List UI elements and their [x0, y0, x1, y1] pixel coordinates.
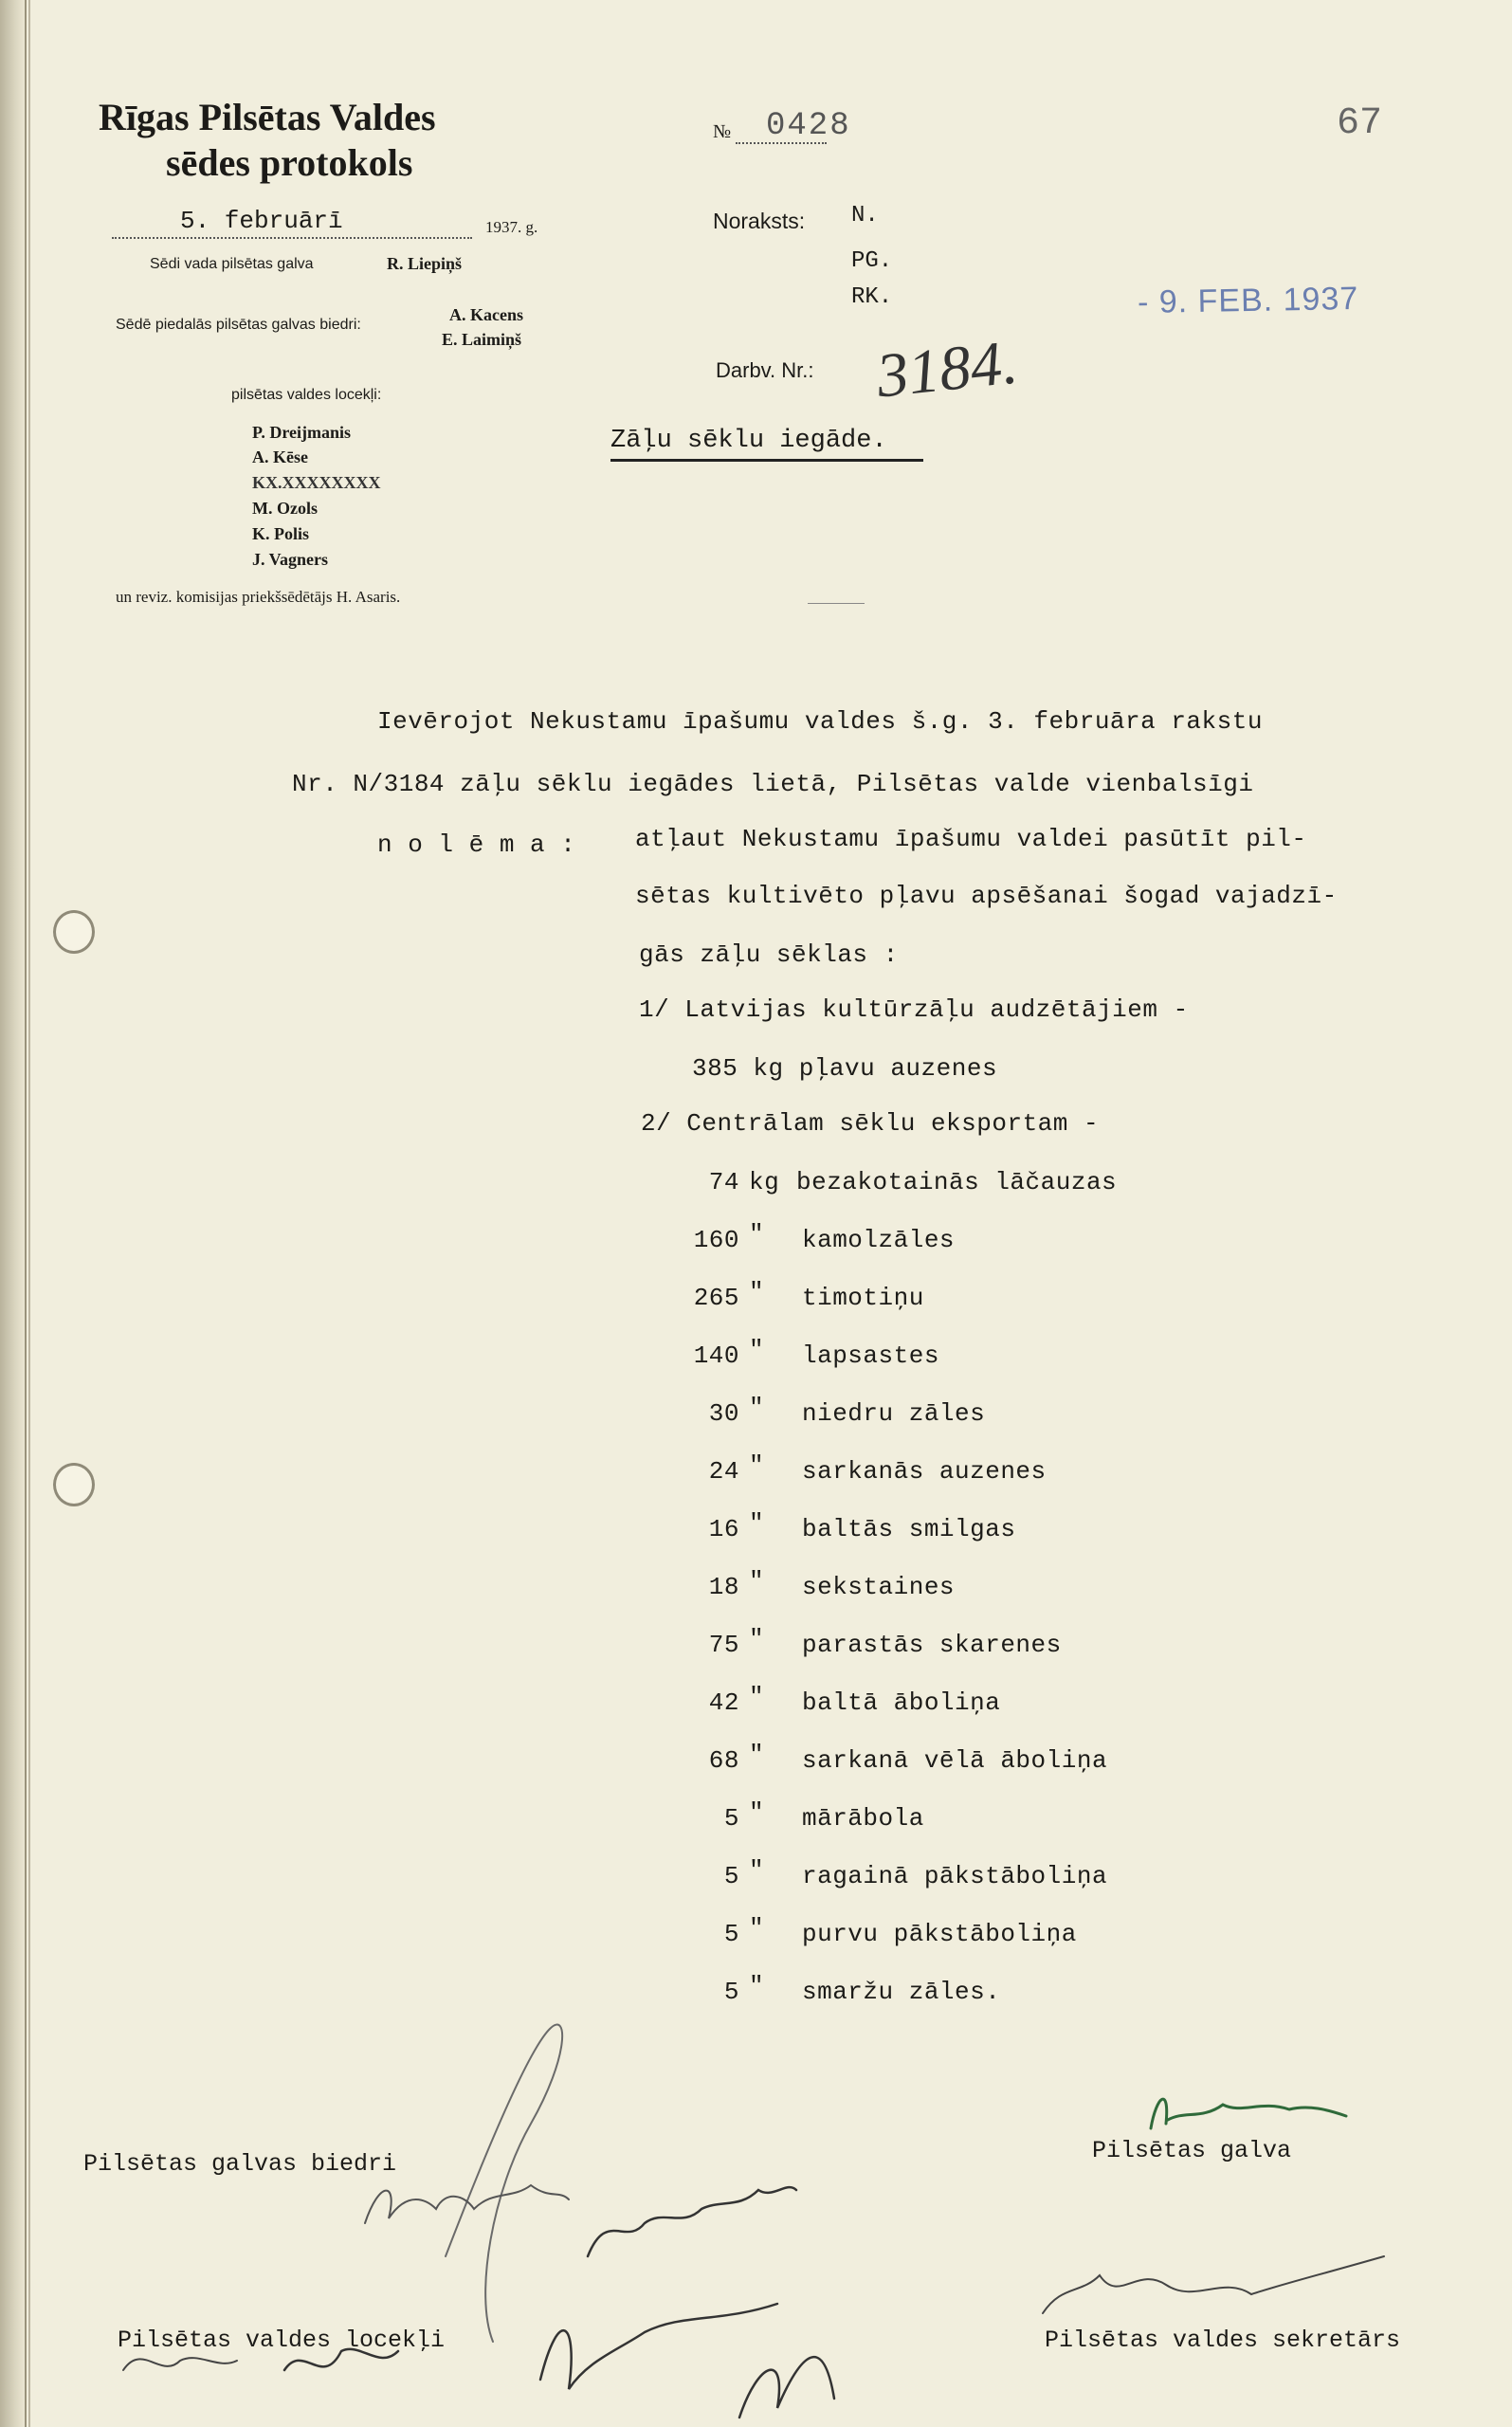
seed-name: niedru zāles: [802, 1399, 986, 1428]
case-number-handwritten: 3184.: [873, 327, 1021, 411]
signature-members-3: [540, 2304, 777, 2389]
item-1-heading: 1/ Latvijas kultūrzāļu audzētājiem -: [639, 995, 1189, 1024]
chair-label: Sēdi vada pilsētas galva: [150, 256, 314, 272]
seed-quantity: 160: [693, 1226, 739, 1254]
seed-quantity: 24: [708, 1457, 739, 1486]
seed-quantity: 5: [723, 1920, 739, 1948]
seed-quantity: 5: [723, 1804, 739, 1833]
signature-members-1: [123, 2358, 237, 2370]
signature-members-2: [284, 2349, 398, 2370]
seed-name: purvu pākstāboliņa: [802, 1920, 1077, 1948]
signature-pencil-loop: [446, 2025, 562, 2342]
seed-unit: kg: [749, 1168, 780, 1196]
member-5: K. Polis: [252, 524, 310, 543]
seed-quantity: 18: [708, 1573, 739, 1601]
signature-secretary: [1043, 2256, 1384, 2313]
chair-name: R. Liepiņš: [387, 254, 463, 273]
meeting-year: 1937. g.: [485, 218, 538, 236]
signature-deputy-2: [588, 2187, 796, 2256]
subject-title: Zāļu sēklu iegāde.: [610, 427, 887, 455]
member-3-struck: KX.XXXXXXXX: [252, 473, 381, 492]
number-label: №: [713, 121, 732, 142]
case-number-label: Darbv. Nr.:: [716, 358, 814, 382]
signature-members-4: [739, 2357, 834, 2418]
seed-name: baltās smilgas: [802, 1515, 1016, 1543]
seed-name: sarkanā vēlā āboliņa: [802, 1746, 1108, 1775]
body-line-5: gās zāļu sēklas :: [639, 940, 899, 969]
seed-unit: ": [749, 1741, 765, 1769]
body-line-4: sētas kultivēto pļavu apsēšanai šogad vajadzī-: [635, 882, 1338, 910]
seed-name: smaržu zāles.: [802, 1978, 1001, 2006]
page-number: 67: [1337, 102, 1383, 145]
seed-unit: ": [749, 1394, 765, 1422]
audit-committee-line: un reviz. komisijas priekšsēdētājs H. Asaris.: [116, 588, 401, 606]
seed-name: parastās skarenes: [802, 1631, 1062, 1659]
copy-to-n: N.: [851, 203, 879, 228]
copy-to-rk: RK.: [851, 284, 893, 310]
seed-unit: ": [749, 1972, 765, 2000]
seed-unit: ": [749, 1567, 765, 1596]
title-line-2: sēdes protokols: [166, 141, 413, 184]
secretary-signature-label: Pilsētas valdes sekretārs: [1045, 2327, 1401, 2354]
seed-quantity: 42: [708, 1688, 739, 1717]
member-4: M. Ozols: [252, 499, 318, 518]
copy-label: Noraksts:: [713, 209, 806, 233]
signature-mayor: [1151, 2099, 1346, 2128]
deputy-2: E. Laimiņš: [442, 330, 522, 349]
seed-name: sarkanās auzenes: [802, 1457, 1047, 1486]
seed-unit: ": [749, 1220, 765, 1249]
seed-name: lapsastes: [802, 1341, 939, 1370]
item-2-heading: 2/ Centrālam sēklu eksportam -: [641, 1109, 1100, 1138]
body-line-3: atļaut Nekustamu īpašumu valdei pasūtīt pil-: [635, 825, 1307, 853]
body-line-2: Nr. N/3184 zāļu sēklu iegādes lietā, Pilsētas valde vienbalsīgi: [292, 770, 1254, 798]
seed-unit: ": [749, 1856, 765, 1885]
seed-quantity: 75: [708, 1631, 739, 1659]
member-2: A. Kēse: [252, 447, 308, 466]
title-line-1: Rīgas Pilsētas Valdes: [99, 96, 436, 138]
protocol-number: 0428: [766, 108, 851, 144]
seed-unit: ": [749, 1798, 765, 1827]
seed-unit: ": [749, 1683, 765, 1711]
seed-name: bezakotainās lāčauzas: [796, 1168, 1118, 1196]
seed-name: sekstaines: [802, 1573, 956, 1601]
seed-unit: ": [749, 1625, 765, 1653]
decided-label: n o l ē m a :: [377, 830, 576, 859]
seed-quantity: 30: [708, 1399, 739, 1428]
deputies-label: Sēdē piedalās pilsētas galvas biedri:: [116, 317, 361, 333]
seed-quantity: 16: [708, 1515, 739, 1543]
seed-unit: ": [749, 1451, 765, 1480]
copy-to-pg: PG.: [851, 248, 893, 274]
seed-name: timotiņu: [802, 1284, 924, 1312]
members-signature-label: Pilsētas valdes locekļi: [118, 2327, 446, 2354]
seed-quantity: 5: [723, 1978, 739, 2006]
seed-quantity: 140: [693, 1341, 739, 1370]
seed-quantity: 265: [693, 1284, 739, 1312]
seed-name: ragainā pākstāboliņa: [802, 1862, 1108, 1890]
seed-quantity: 68: [708, 1746, 739, 1775]
mayor-signature-label: Pilsētas galva: [1092, 2137, 1292, 2164]
deputy-1: A. Kacens: [449, 305, 523, 324]
member-6: J. Vagners: [252, 550, 329, 569]
member-1: P. Dreijmanis: [252, 423, 352, 442]
seed-name: mārābola: [802, 1804, 924, 1833]
seed-quantity: 74: [708, 1168, 739, 1196]
seed-quantity: 5: [723, 1862, 739, 1890]
meeting-date: 5. februārī: [180, 207, 343, 235]
seed-unit: ": [749, 1278, 765, 1306]
seed-unit: ": [749, 1336, 765, 1364]
seed-unit: ": [749, 1914, 765, 1943]
seed-unit: ": [749, 1509, 765, 1538]
members-label: pilsētas valdes locekļi:: [231, 387, 382, 403]
body-line-1: Ievērojot Nekustamu īpašumu valdes š.g. 3. februāra rakstu: [377, 707, 1263, 736]
seed-name: baltā āboliņa: [802, 1688, 1001, 1717]
deputies-signature-label: Pilsētas galvas biedri: [83, 2150, 397, 2178]
seed-name: kamolzāles: [802, 1226, 956, 1254]
item-1-detail: 385 kg pļavu auzenes: [692, 1054, 998, 1083]
received-date-stamp: - 9. FEB. 1937: [1137, 280, 1359, 321]
